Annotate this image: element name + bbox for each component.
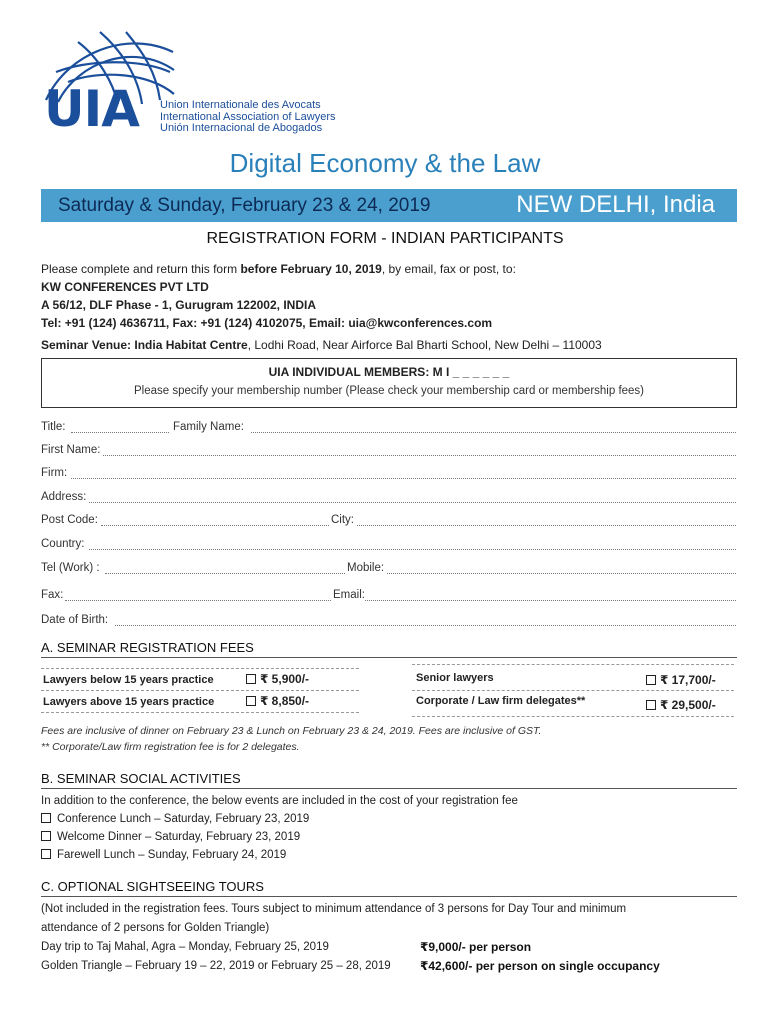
company-address: A 56/12, DLF Phase - 1, Gurugram 122002, INDIA [41,298,316,312]
checkbox-icon[interactable] [246,674,256,684]
date-banner [41,189,737,222]
field-row-title [41,421,736,437]
social-item-label: Welcome Dinner – Saturday, February 23, 2019 [57,831,301,843]
fees-note: Fees are inclusive of dinner on February 23 & Lunch on February 23 & 24, 2019. Fees are inclusive of GST. [41,725,542,737]
field-row-firm [41,467,736,483]
family-name-label: Family Name: [173,421,244,433]
tour-taj-mahal-price: ₹9,000/- per person [420,940,532,954]
intro-deadline: before February 10, 2019 [240,262,382,276]
fee-divider [41,690,359,691]
social-item-lunch [41,813,309,825]
members-title[interactable]: UIA INDIVIDUAL MEMBERS: M I _ _ _ _ _ _ [268,365,510,379]
tour-golden-triangle: Golden Triangle – February 19 – 22, 2019 or February 25 – 28, 2019 [41,960,391,972]
fee-option-below-15[interactable] [246,672,309,686]
tel-work-label: Tel (Work) : [41,562,100,574]
city-label: City: [331,514,354,526]
fee-divider [412,664,734,665]
venue-address: , Lodhi Road, Near Airforce Bal Bharti School, New Delhi – 110003 [247,338,602,352]
fee-value: ₹ 29,500/- [660,698,716,712]
fee-divider [41,712,359,713]
field-row-country [41,538,736,554]
firm-label: Firm: [41,467,68,479]
company-contact: Tel: +91 (124) 4636711, Fax: +91 (124) 4102075, Email: uia@kwconferences.com [41,316,493,330]
logo-line-es: Unión Internacional de Abogados [160,122,323,134]
field-row-fax [41,589,736,605]
checkbox-icon[interactable] [646,675,656,685]
fee-label-above-15: Lawyers above 15 years practice [43,696,215,708]
post-code-field[interactable] [101,525,329,526]
title-label: Title: [41,421,66,433]
corporate-note: ** Corporate/Law firm registration fee is for 2 delegates. [41,741,300,753]
country-field[interactable] [89,549,736,550]
social-item-label: Farewell Lunch – Sunday, February 24, 2019 [57,849,287,861]
checkbox-icon [41,849,51,859]
social-item-label: Conference Lunch – Saturday, February 23, 2019 [57,813,310,825]
fee-divider [41,668,359,669]
fee-label-senior: Senior lawyers [416,672,494,684]
email-label: Email: [333,589,365,601]
fee-label-below-15: Lawyers below 15 years practice [43,674,214,686]
social-item-dinner [41,831,300,843]
tel-work-field[interactable] [105,573,345,574]
address-field[interactable] [89,502,736,503]
field-row-address [41,491,736,507]
fee-option-corporate[interactable] [646,698,716,712]
fax-field[interactable] [65,600,331,601]
city-field[interactable] [357,525,736,526]
venue-line [41,338,602,352]
fee-value: ₹ 5,900/- [260,672,310,686]
checkbox-icon[interactable] [646,700,656,710]
social-item-farewell [41,849,286,861]
dob-label: Date of Birth: [41,614,109,626]
fee-option-above-15[interactable] [246,694,309,708]
intro-line [41,262,516,276]
members-box [41,358,737,408]
checkbox-icon [41,831,51,841]
fee-value: ₹ 17,700/- [660,673,716,687]
uia-logo-text: UIA [44,80,139,138]
fee-divider [412,716,734,717]
company-name: KW CONFERENCES PVT LTD [41,280,209,294]
event-city: NEW DELHI, India [516,191,715,218]
tours-note-line-2: attendance of 2 persons for Golden Triangle) [41,922,270,934]
fee-divider [412,690,734,691]
firm-field[interactable] [71,478,736,479]
post-code-label: Post Code: [41,514,98,526]
family-name-field[interactable] [251,432,736,433]
tour-taj-mahal: Day trip to Taj Mahal, Agra – Monday, February 25, 2019 [41,941,329,953]
field-row-dob [41,614,736,630]
first-name-label: First Name: [41,444,101,456]
field-row-first-name [41,444,736,460]
section-a-heading: A. SEMINAR REGISTRATION FEES [41,640,737,658]
checkbox-icon [41,813,51,823]
venue-label: Seminar Venue: India Habitat Centre [41,338,248,352]
logo-line-en: International Association of Lawyers [160,110,336,123]
first-name-field[interactable] [103,455,736,456]
field-row-tel [41,562,736,578]
page-title: Digital Economy & the Law [229,148,541,178]
tours-note-line-1: (Not included in the registration fees. Tours subject to minimum attendance of 3 persons for Day Tour and minimum [41,903,627,915]
mobile-label: Mobile: [347,562,385,574]
checkbox-icon[interactable] [246,696,256,706]
tour-golden-triangle-price: ₹42,600/- per person on single occupancy [420,959,660,973]
logo-line-fr: Union Internationale des Avocats [160,99,321,111]
mobile-field[interactable] [387,573,736,574]
field-row-postcode [41,514,736,530]
country-label: Country: [41,538,85,550]
email-field[interactable] [365,600,736,601]
section-c-heading: C. OPTIONAL SIGHTSEEING TOURS [41,879,737,897]
dob-field[interactable] [115,625,736,626]
form-heading: REGISTRATION FORM - INDIAN PARTICIPANTS [206,230,564,247]
uia-logo-names [160,100,336,135]
fee-label-corporate: Corporate / Law firm delegates** [416,695,586,707]
section-b-heading: B. SEMINAR SOCIAL ACTIVITIES [41,771,737,789]
intro-suffix: , by email, fax or post, to: [381,262,516,276]
fax-label: Fax: [41,589,64,601]
address-label: Address: [41,491,87,503]
fee-option-senior[interactable] [646,673,716,687]
fee-value: ₹ 8,850/- [260,694,310,708]
intro-prefix: Please complete and return this form [41,262,241,276]
members-note: Please specify your membership number (Please check your membership card or membership fees) [133,385,645,397]
title-field[interactable] [71,432,169,433]
social-intro: In addition to the conference, the below events are included in the cost of your registration fee [41,795,518,807]
event-dates: Saturday & Sunday, February 23 & 24, 2019 [58,195,431,216]
